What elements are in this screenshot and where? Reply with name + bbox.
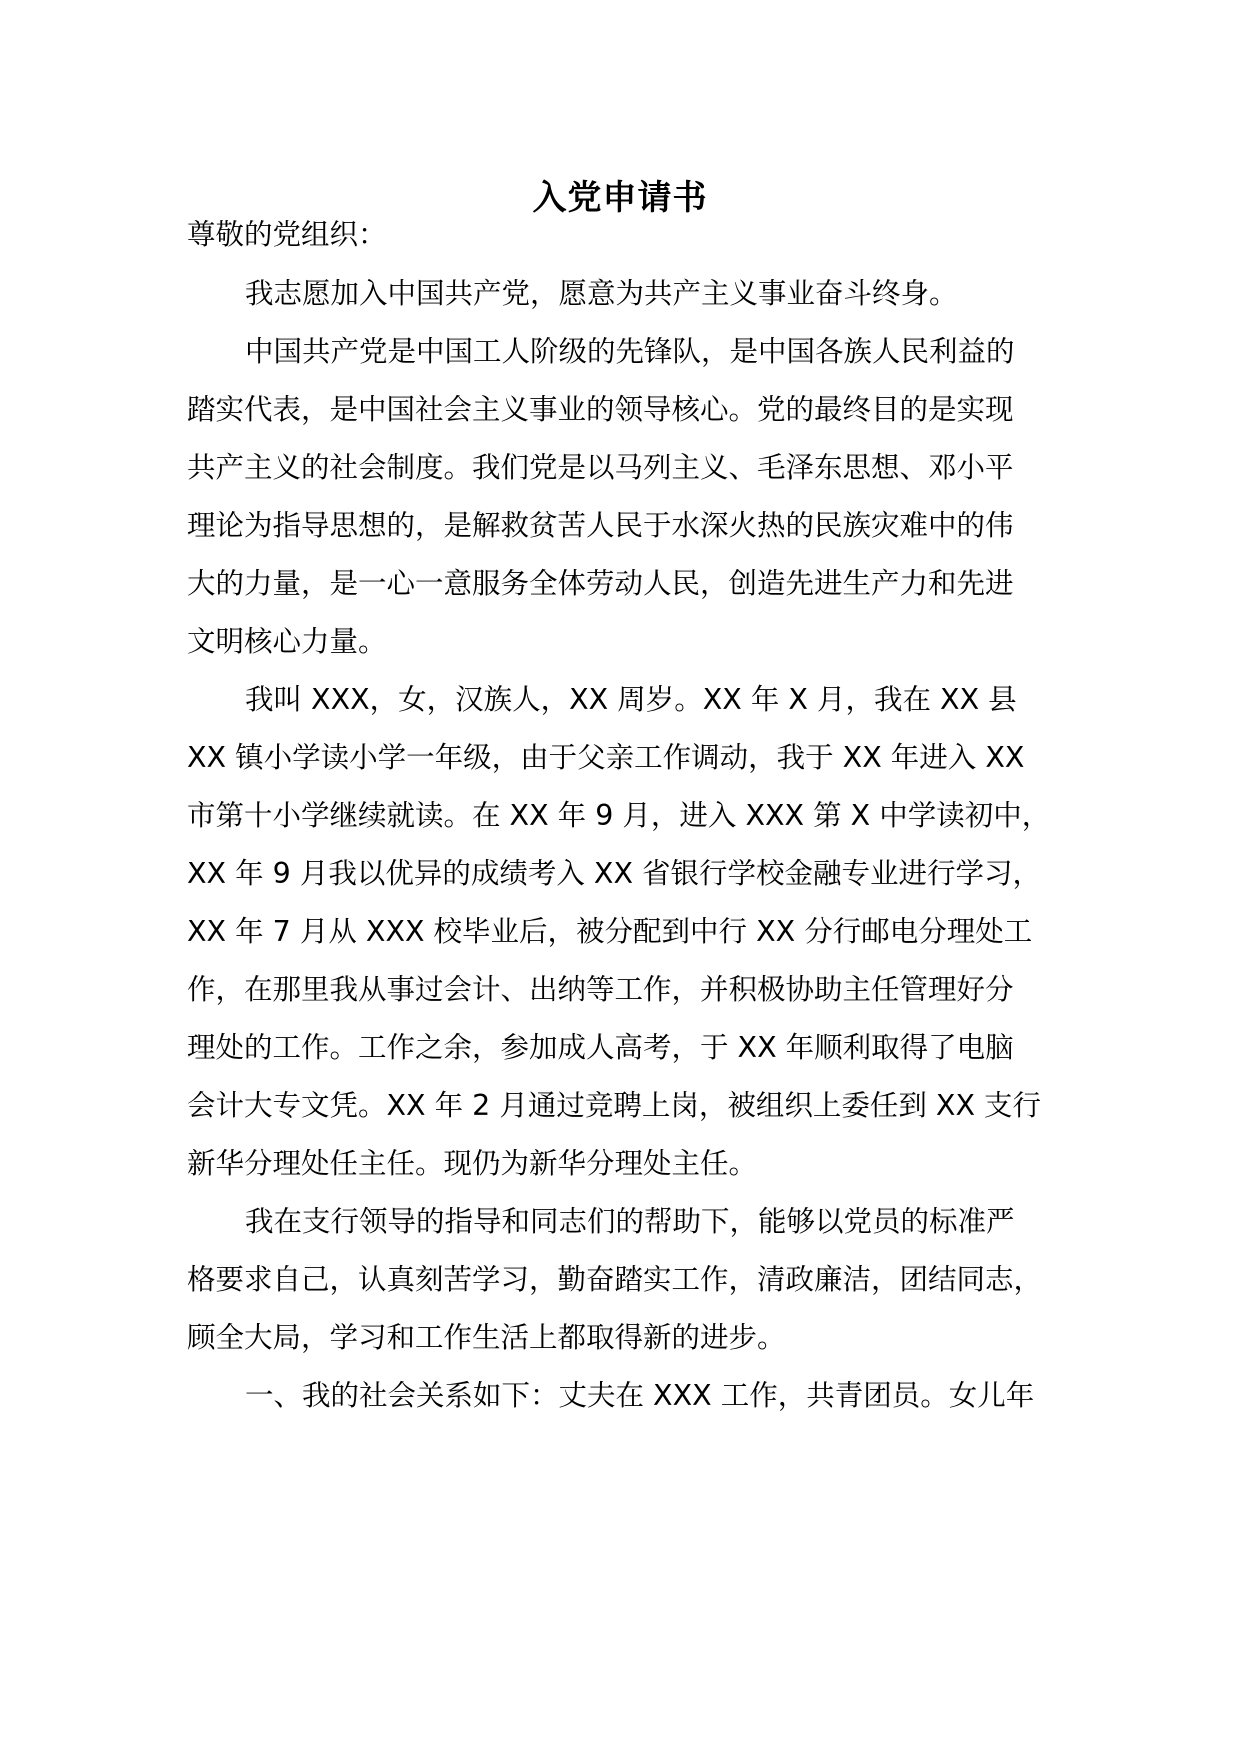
paragraph-line: XX 年 7 月从 XXX 校毕业后，被分配到中行 XX 分行邮电分理处工 [187,915,1033,948]
paragraph-line: XX 镇小学读小学一年级，由于父亲工作调动，我于 XX 年进入 XX [187,741,1025,774]
paragraph-line: 文明核心力量。 [187,625,387,658]
salutation: 尊敬的党组织： [187,218,387,251]
paragraph-line: 大的力量，是一心一意服务全体劳动人民，创造先进生产力和先进 [187,567,1014,600]
paragraph-line: 踏实代表，是中国社会主义事业的领导核心。党的最终目的是实现 [187,393,1014,426]
paragraph-line: 我叫 XXX，女，汉族人，XX 周岁。XX 年 X 月，我在 XX 县 [245,683,1017,716]
paragraph-line: 新华分理处任主任。现仍为新华分理处主任。 [187,1147,758,1180]
paragraph-line: 理论为指导思想的，是解救贫苦人民于水深火热的民族灾难中的伟 [187,509,1014,542]
paragraph-line: 一、我的社会关系如下：丈夫在 XXX 工作，共青团员。女儿年 [245,1379,1035,1412]
paragraph-line: XX 年 9 月我以优异的成绩考入 XX 省银行学校金融专业进行学习， [187,857,1042,890]
paragraph-line: 我在支行领导的指导和同志们的帮助下，能够以党员的标准严 [245,1205,1015,1238]
paragraph-line: 作，在那里我从事过会计、出纳等工作，并积极协助主任管理好分 [187,973,1014,1006]
paragraph-line: 会计大专文凭。XX 年 2 月通过竞聘上岗，被组织上委任到 XX 支行 [187,1089,1042,1122]
paragraph-line: 市第十小学继续就读。在 XX 年 9 月，进入 XXX 第 X 中学读初中， [187,799,1051,832]
document-title: 入党申请书 [532,178,708,218]
paragraph-line: 中国共产党是中国工人阶级的先锋队，是中国各族人民利益的 [245,335,1015,368]
paragraph-line: 共产主义的社会制度。我们党是以马列主义、毛泽东思想、邓小平 [187,451,1014,484]
paragraph-line: 格要求自己，认真刻苦学习，勤奋踏实工作，清政廉洁，团结同志， [187,1263,1043,1296]
paragraph-line: 我志愿加入中国共产党，愿意为共产主义事业奋斗终身。 [245,277,958,310]
paragraph-line: 理处的工作。工作之余，参加成人高考，于 XX 年顺利取得了电脑 [187,1031,1014,1064]
paragraph-line: 顾全大局，学习和工作生活上都取得新的进步。 [187,1321,786,1354]
